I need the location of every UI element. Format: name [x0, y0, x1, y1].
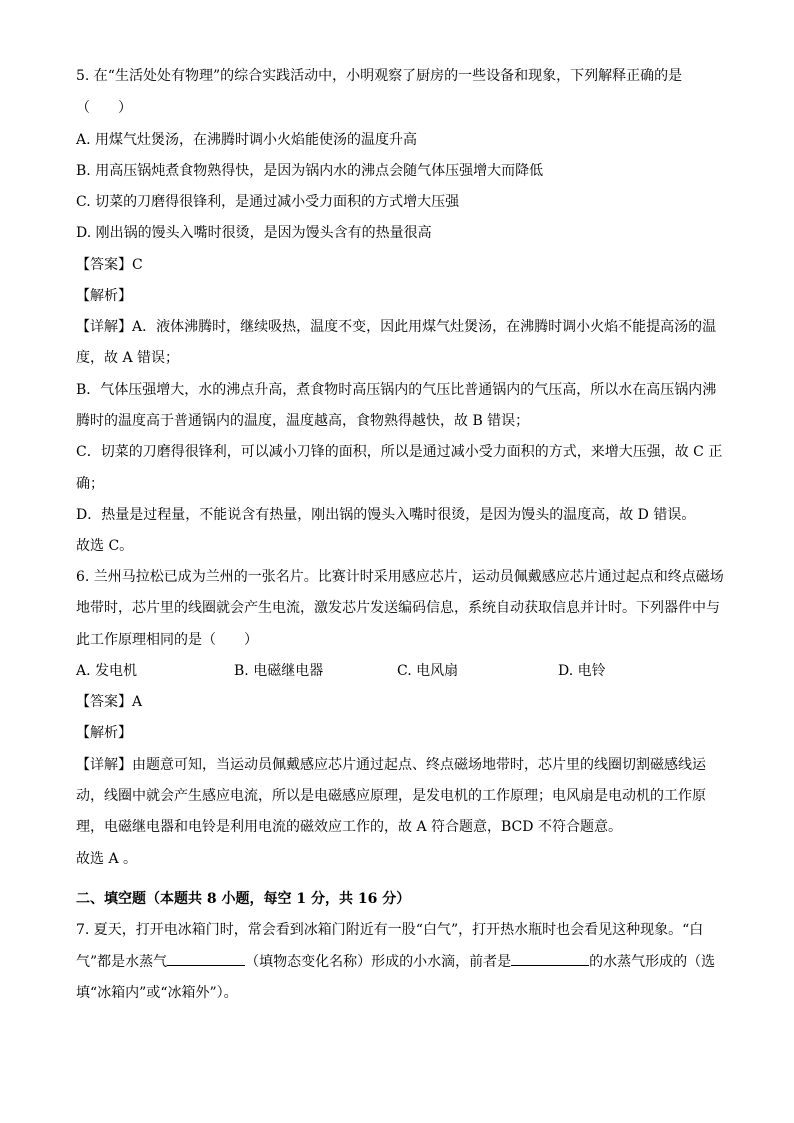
q5-stem-line1: 5. 在“生活处处有物理”的综合实践活动中，小明观察了厨房的一些设备和现象，下列解释正确的是 — [76, 68, 683, 84]
section-heading: 二、填空题（本题共 8 小题，每空 1 分，共 16 分） — [76, 891, 411, 907]
q6-conclusion: 故选 A 。 — [76, 851, 138, 867]
q5-stem-line2: （ ） — [76, 100, 132, 116]
q5-detail-line5: C．切菜的刀磨得很锋利，可以减小刀锋的面积，所以是通过减小受力面积的方式，来增大压强，故 C 正 — [76, 444, 723, 460]
q6-detail-line2: 动，线圈中就会产生感应电流，所以是电磁感应原理，是发电机的工作原理；电风扇是电动机的工作原 — [76, 788, 706, 804]
q7-line3: 填“冰箱内”或“冰箱外”）。 — [76, 985, 238, 1001]
q6-stem-line1: 6. 兰州马拉松已成为兰州的一张名片。比赛计时采用感应芯片，运动员佩戴感应芯片通过起点和终点磁场 — [76, 569, 724, 585]
q5-option-a: A. 用煤气灶煲汤，在沸腾时调小火焰能使汤的温度升高 — [76, 132, 418, 148]
q7-line2-part2: （填物态变化名称）形成的小水滴，前者是 — [245, 954, 512, 970]
q6-option-b: B. 电磁继电器 — [234, 663, 324, 679]
q6-options-row — [76, 661, 726, 681]
q6-analysis-label: 【解析】 — [76, 725, 132, 741]
q6-stem-line3: 此工作原理相同的是（ ） — [76, 632, 258, 648]
q5-analysis-label: 【解析】 — [76, 288, 132, 304]
q6-option-d: D. 电铃 — [558, 663, 606, 679]
q7-line2-part3: 的水蒸气形成的（选 — [589, 954, 716, 970]
q7-line2 — [76, 951, 715, 971]
q5-detail-line4: 腾时的温度高于普通锅内的温度，温度越高，食物熟得越快，故 B 错误； — [76, 413, 530, 429]
q7-blank-2[interactable] — [511, 951, 589, 966]
q6-detail-line1: 【详解】由题意可知，当运动员佩戴感应芯片通过起点、终点磁场地带时，芯片里的线圈切割磁感线运 — [76, 757, 706, 773]
q6-detail-line3: 理，电磁继电器和电铃是利用电流的磁效应工作的，故 A 符合题意，BCD 不符合题意。 — [76, 819, 622, 835]
q6-option-a: A. 发电机 — [76, 663, 138, 679]
q5-option-b: B. 用高压锅炖煮食物熟得快，是因为锅内水的沸点会随气体压强增大而降低 — [76, 163, 544, 179]
q5-option-c: C. 切菜的刀磨得很锋利，是通过减小受力面积的方式增大压强 — [76, 194, 460, 210]
q5-conclusion: 故选 C。 — [76, 538, 134, 554]
q5-detail-line1: 【详解】A．液体沸腾时，继续吸热，温度不变，因此用煤气灶煲汤，在沸腾时调小火焰不能提高汤的温 — [76, 319, 717, 335]
q5-detail-line7: D．热量是过程量，不能说含有热量，刚出锅的馒头入嘴时很烫，是因为馒头的温度高，故 D 错误。 — [76, 507, 696, 523]
q5-detail-line6: 确； — [76, 476, 104, 492]
q6-option-c: C. 电风扇 — [397, 663, 459, 679]
q7-line1: 7. 夏天，打开电冰箱门时，常会看到冰箱门附近有一股“白气”，打开热水瓶时也会看见这种现象。“白 — [76, 922, 704, 938]
q5-answer: 【答案】C — [76, 257, 143, 273]
q6-stem-line2: 地带时，芯片里的线圈就会产生电流，激发芯片发送编码信息，系统自动获取信息并计时。下列器件中与 — [76, 600, 720, 616]
q5-option-d: D. 刚出锅的馒头入嘴时很烫，是因为馒头含有的热量很高 — [76, 225, 432, 241]
q6-answer: 【答案】A — [76, 694, 143, 710]
q7-line2-part1: 气”都是水蒸气 — [76, 954, 168, 970]
q5-detail-line2: 度，故 A 错误； — [76, 350, 180, 366]
q5-detail-line3: B．气体压强增大，水的沸点升高，煮食物时高压锅内的气压比普通锅内的气压高，所以水在高压锅内沸 — [76, 382, 717, 398]
q7-blank-1[interactable] — [167, 951, 245, 966]
